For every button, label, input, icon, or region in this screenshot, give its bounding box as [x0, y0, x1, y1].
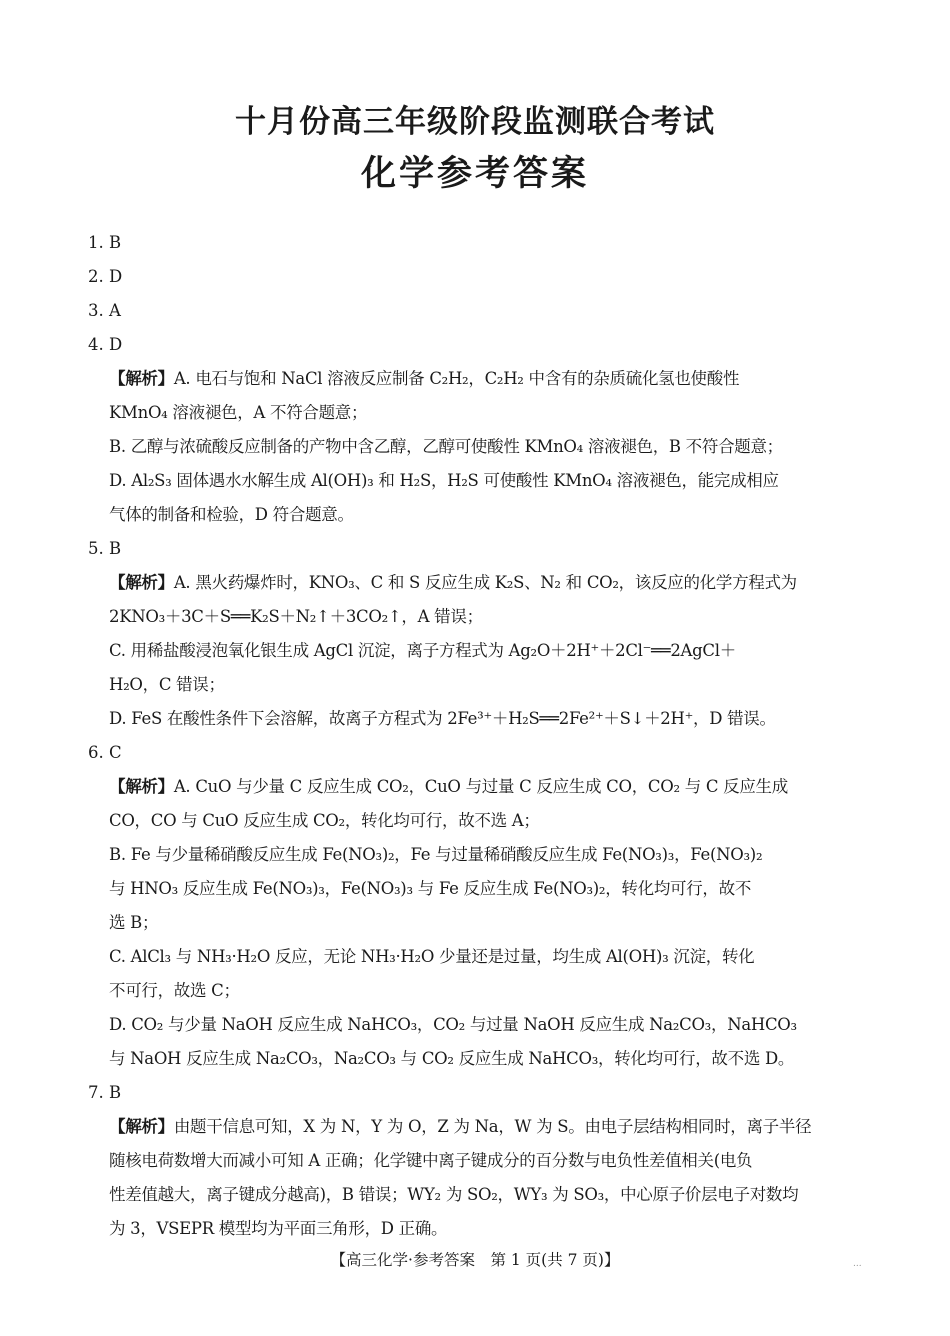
- analysis-continuation: D. Al₂S₃ 固体遇水水解生成 Al(OH)₃ 和 H₂S，H₂S 可使酸性 KMnO₄ 溶液褪色，能完成相应: [109, 471, 779, 490]
- analysis-continuation: B. Fe 与少量稀硝酸反应生成 Fe(NO₃)₂，Fe 与过量稀硝酸反应生成 Fe(NO₃)₃，Fe(NO₃)₂: [109, 845, 763, 864]
- analysis-continuation: C. 用稀盐酸浸泡氧化银生成 AgCl 沉淀，离子方程式为 Ag₂O＋2H⁺＋2Cl⁻══2AgCl＋: [109, 641, 736, 660]
- answer-number: 6. C: [88, 743, 122, 762]
- analysis-continuation: 2KNO₃＋3C＋S══K₂S＋N₂↑＋3CO₂↑，A 错误；: [109, 607, 483, 626]
- analysis-continuation: B. 乙醇与浓硫酸反应制备的产物中含乙醇，乙醇可使酸性 KMnO₄ 溶液褪色，B 不符合题意；: [109, 437, 783, 456]
- analysis-continuation: 随核电荷数增大而减小可知 A 正确；化学键中离子键成分的百分数与电负性差值相关(电负: [109, 1151, 753, 1170]
- page-subtitle: 化学参考答案: [360, 154, 589, 194]
- analysis-continuation: 选 B；: [109, 913, 159, 932]
- analysis-continuation: D. FeS 在酸性条件下会溶解，故离子方程式为 2Fe³⁺＋H₂S══2Fe²⁺＋S↓＋2H⁺，D 错误。: [109, 709, 776, 728]
- answer-number: 1. B: [88, 233, 122, 252]
- analysis-continuation: 性差值越大，离子键成分越高)，B 错误；WY₂ 为 SO₂，WY₃ 为 SO₃，中心原子价层电子对数均: [109, 1185, 799, 1204]
- analysis-continuation: CO，CO 与 CuO 反应生成 CO₂，转化均可行，故不选 A；: [109, 811, 540, 830]
- analysis-continuation: 与 NaOH 反应生成 Na₂CO₃，Na₂CO₃ 与 CO₂ 反应生成 NaHCO₃，转化均可行，故不选 D。: [109, 1049, 795, 1068]
- analysis-continuation: 为 3，VSEPR 模型均为平面三角形，D 正确。: [109, 1219, 448, 1238]
- analysis-line: [88, 566, 863, 600]
- answer-number: 4. D: [88, 335, 123, 354]
- analysis-line: [88, 362, 863, 396]
- analysis-text: A. 电石与饱和 NaCl 溶液反应制备 C₂H₂，C₂H₂ 中含有的杂质硫化氢也使酸性: [173, 369, 740, 388]
- answer-content: [88, 226, 863, 1246]
- analysis-continuation: C. AlCl₃ 与 NH₃·H₂O 反应，无论 NH₃·H₂O 少量还是过量，均生成 Al(OH)₃ 沉淀，转化: [109, 947, 755, 966]
- analysis-line: [88, 770, 863, 804]
- answer-number: 3. A: [88, 301, 121, 320]
- analysis-continuation: H₂O，C 错误；: [109, 675, 225, 694]
- corner-mark: ...: [853, 1259, 862, 1269]
- analysis-continuation: 气体的制备和检验，D 符合题意。: [109, 505, 354, 524]
- analysis-continuation: 不可行，故选 C；: [109, 981, 240, 1000]
- analysis-tag: 【解析】: [109, 573, 174, 592]
- analysis-text: 由题干信息可知，X 为 N，Y 为 O，Z 为 Na，W 为 S。由电子层结构相同时，离子半径: [173, 1117, 812, 1136]
- analysis-line: [88, 1110, 863, 1144]
- analysis-text: A. CuO 与少量 C 反应生成 CO₂，CuO 与过量 C 反应生成 CO，CO₂ 与 C 反应生成: [173, 777, 788, 796]
- analysis-tag: 【解析】: [109, 1117, 174, 1136]
- analysis-tag: 【解析】: [109, 777, 174, 796]
- page-title: 十月份高三年级阶段监测联合考试: [235, 104, 715, 140]
- page-footer: 【高三化学·参考答案 第 1 页(共 7 页)】: [330, 1251, 620, 1269]
- answer-number: 5. B: [88, 539, 122, 558]
- analysis-text: A. 黑火药爆炸时，KNO₃、C 和 S 反应生成 K₂S、N₂ 和 CO₂，该反应的化学方程式为: [173, 573, 797, 592]
- analysis-continuation: KMnO₄ 溶液褪色，A 不符合题意；: [109, 403, 368, 422]
- analysis-tag: 【解析】: [109, 369, 174, 388]
- answer-number: 2. D: [88, 267, 123, 286]
- analysis-continuation: D. CO₂ 与少量 NaOH 反应生成 NaHCO₃，CO₂ 与过量 NaOH 反应生成 Na₂CO₃，NaHCO₃: [109, 1015, 797, 1034]
- analysis-continuation: 与 HNO₃ 反应生成 Fe(NO₃)₃，Fe(NO₃)₃ 与 Fe 反应生成 Fe(NO₃)₂，转化均可行，故不: [109, 879, 752, 898]
- answer-number: 7. B: [88, 1083, 122, 1102]
